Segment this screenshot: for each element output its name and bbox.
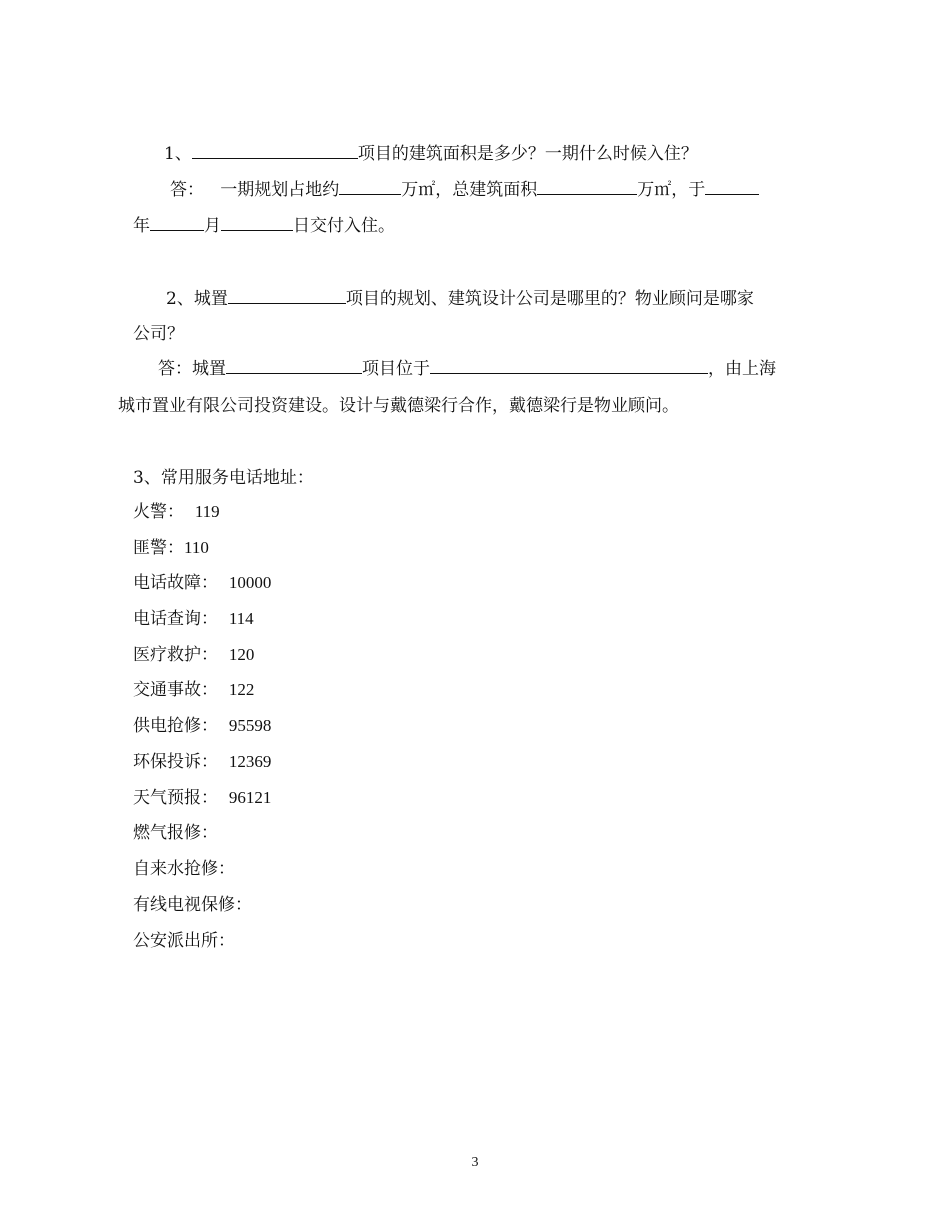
- answer-2-part-3: ，由上海: [708, 359, 776, 379]
- phone-row: [133, 821, 218, 845]
- phone-row: [133, 786, 271, 810]
- question-2-text-2: 公司？: [133, 324, 184, 344]
- blank-project-name: [192, 142, 358, 159]
- blank-project-name-3: [226, 357, 362, 374]
- phone-row: [133, 536, 209, 560]
- phone-number: 110: [184, 538, 209, 557]
- phone-number: 10000: [228, 573, 272, 592]
- question-1-text: 项目的建筑面积是多少？一期什么时候入住？: [357, 144, 698, 164]
- answer-1-part-2: 万㎡，总建筑面积: [401, 180, 538, 200]
- phone-number: 120: [228, 645, 255, 664]
- phone-label: 自来水抢修：: [133, 859, 235, 879]
- phone-number: 114: [228, 609, 254, 628]
- answer-1-part-1: 一期规划占地约: [220, 180, 340, 200]
- answer-1-part-3: 万㎡，于: [637, 180, 706, 200]
- phone-label: 天气预报：: [133, 788, 218, 808]
- phone-list-title: 3、常用服务电话地址：: [133, 468, 314, 488]
- phone-row: [133, 500, 220, 524]
- question-2-line-2: [133, 322, 184, 346]
- phone-label: 有线电视保修：: [133, 895, 252, 915]
- phone-label: 火警：: [133, 502, 184, 522]
- phone-row: [133, 607, 254, 631]
- question-2-text: 项目的规划、建筑设计公司是哪里的？物业顾问是哪家: [345, 289, 754, 309]
- question-1: [164, 142, 698, 166]
- blank-land-area: [339, 178, 401, 195]
- blank-day: [221, 214, 293, 231]
- phone-label: 电话故障：: [133, 573, 218, 593]
- phone-number: 12369: [228, 752, 272, 771]
- phone-row: [133, 678, 254, 702]
- answer-1-line-2: [133, 214, 395, 238]
- phone-label: 供电抢修：: [133, 716, 218, 736]
- question-2-number: 2、城置: [166, 289, 228, 309]
- blank-year-2: [150, 214, 204, 231]
- answer-2-text: 城市置业有限公司投资建设。设计与戴德梁行合作，戴德梁行是物业顾问。: [118, 396, 679, 416]
- phone-number: 122: [228, 680, 255, 699]
- answer-2-line-2: [118, 394, 679, 418]
- phone-row: [133, 929, 235, 953]
- answer-2-part-1: 答：城置: [158, 359, 226, 379]
- phone-label: 环保投诉：: [133, 752, 218, 772]
- phone-label: 公安派出所：: [133, 931, 235, 951]
- phone-label: 燃气报修：: [133, 823, 218, 843]
- phone-label: 医疗救护：: [133, 645, 218, 665]
- blank-year: [705, 178, 759, 195]
- blank-location: [430, 357, 708, 374]
- phone-number: 119: [194, 502, 220, 521]
- page-number: 3: [471, 1155, 479, 1170]
- phone-label: 匪警：: [133, 538, 184, 558]
- blank-project-name-2: [228, 287, 346, 304]
- answer-2-line-1: [158, 357, 776, 381]
- phone-label: 交通事故：: [133, 680, 218, 700]
- blank-building-area: [537, 178, 637, 195]
- question-1-number: 1、: [164, 144, 192, 164]
- phone-number: 95598: [228, 716, 272, 735]
- answer-1-line-1: [170, 178, 759, 202]
- answer-1-year-label: 年: [133, 216, 150, 236]
- phone-row: [133, 643, 254, 667]
- phone-row: [133, 893, 252, 917]
- phone-number: 96121: [228, 788, 272, 807]
- phone-row: [133, 750, 271, 774]
- question-3-title: [133, 466, 314, 490]
- answer-1-end: 日交付入住。: [293, 216, 395, 236]
- question-2-line-1: [166, 287, 754, 311]
- answer-label: 答：: [170, 180, 204, 200]
- phone-row: [133, 714, 271, 738]
- answer-2-part-2: 项目位于: [362, 359, 430, 379]
- phone-label: 电话查询：: [133, 609, 218, 629]
- phone-row: [133, 571, 271, 595]
- phone-row: [133, 857, 235, 881]
- answer-1-month-label: 月: [204, 216, 221, 236]
